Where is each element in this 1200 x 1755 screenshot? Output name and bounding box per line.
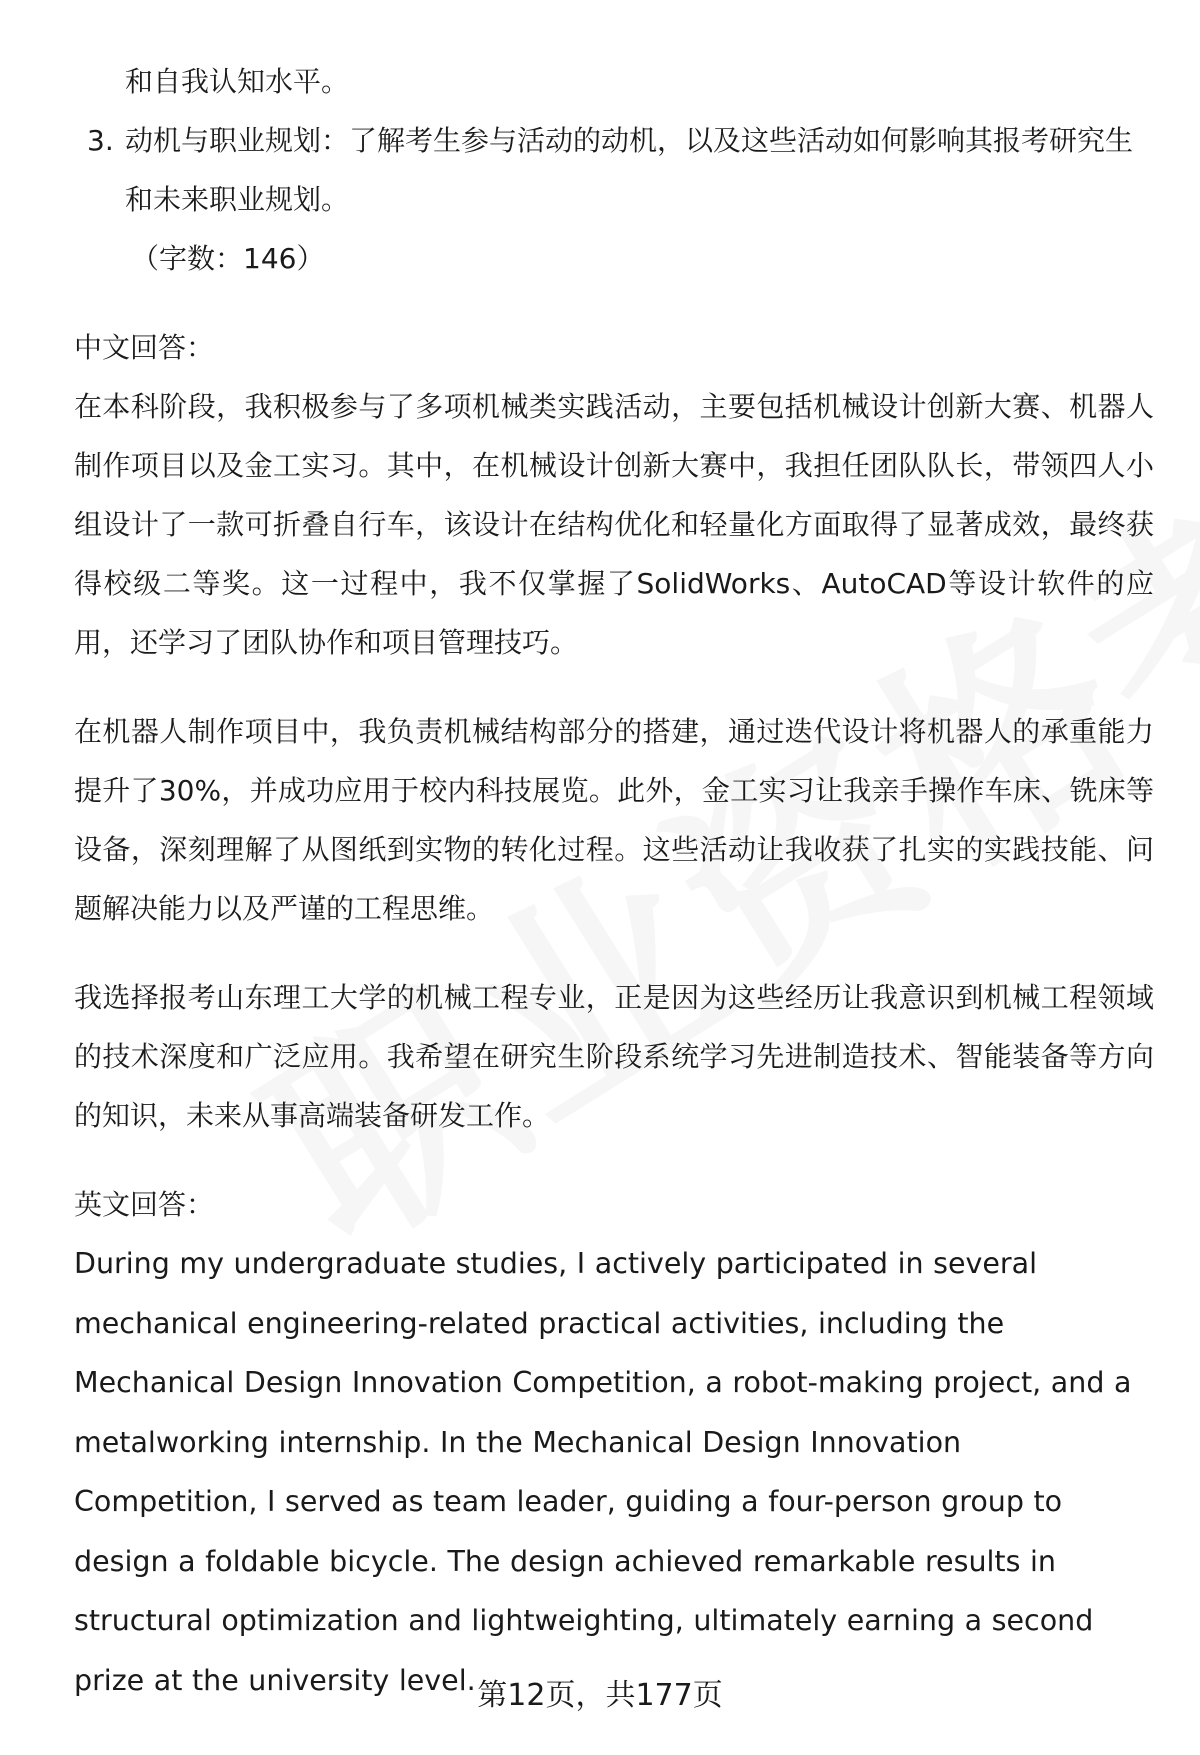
english-paragraph: During my undergraduate studies, I actively participated in several mechanical engineering-related practical activities, including the Mechanical Design Innovation Competition, a robot-making project, and a metalworking internship. In the Mechanical Design Innovation Competition, I served as team leader, guiding a four-person group to design a foldable bicycle. The design achieved remarkable results in structural optimization and lightweighting, ultimately earning a second prize at the university level. (74, 1247, 1132, 1697)
chinese-paragraph-1: 在本科阶段，我积极参与了多项机械类实践活动，主要包括机械设计创新大赛、机器人制作项目以及金工实习。其中，在机械设计创新大赛中，我担任团队队长，带领四人小组设计了一款可折叠自行车，该设计在结构优化和轻量化方面取得了显著成效，最终获得校级二等奖。这一过程中，我不仅掌握了SolidWorks、AutoCAD等设计软件的应用，还学习了团队协作和项目管理技巧。 (74, 390, 1154, 659)
word-count: （字数：146） (131, 242, 325, 275)
chinese-answer-heading: 中文回答： (74, 331, 215, 364)
list-item-3 (74, 111, 1154, 229)
page-content (74, 52, 1154, 1710)
english-answer-heading: 英文回答： (74, 1188, 215, 1221)
list-item-number: 3. (87, 124, 114, 157)
chinese-paragraph-3: 我选择报考山东理工大学的机械工程专业，正是因为这些经历让我意识到机械工程领域的技术深度和广泛应用。我希望在研究生阶段系统学习先进制造技术、智能装备等方向的知识，未来从事高端装备研发工作。 (74, 981, 1154, 1132)
page-footer: 第12页，共177页 (477, 1678, 723, 1713)
list-item-continuation: 和自我认知水平。 (125, 65, 350, 98)
chinese-paragraph-2: 在机器人制作项目中，我负责机械结构部分的搭建，通过迭代设计将机器人的承重能力提升了30%，并成功应用于校内科技展览。此外，金工实习让我亲手操作车床、铣床等设备，深刻理解了从图纸到实物的转化过程。这些活动让我收获了扎实的实践技能、问题解决能力以及严谨的工程思维。 (74, 715, 1154, 925)
list-item-text: 动机与职业规划：了解考生参与活动的动机，以及这些活动如何影响其报考研究生和未来职业规划。 (125, 124, 1134, 216)
